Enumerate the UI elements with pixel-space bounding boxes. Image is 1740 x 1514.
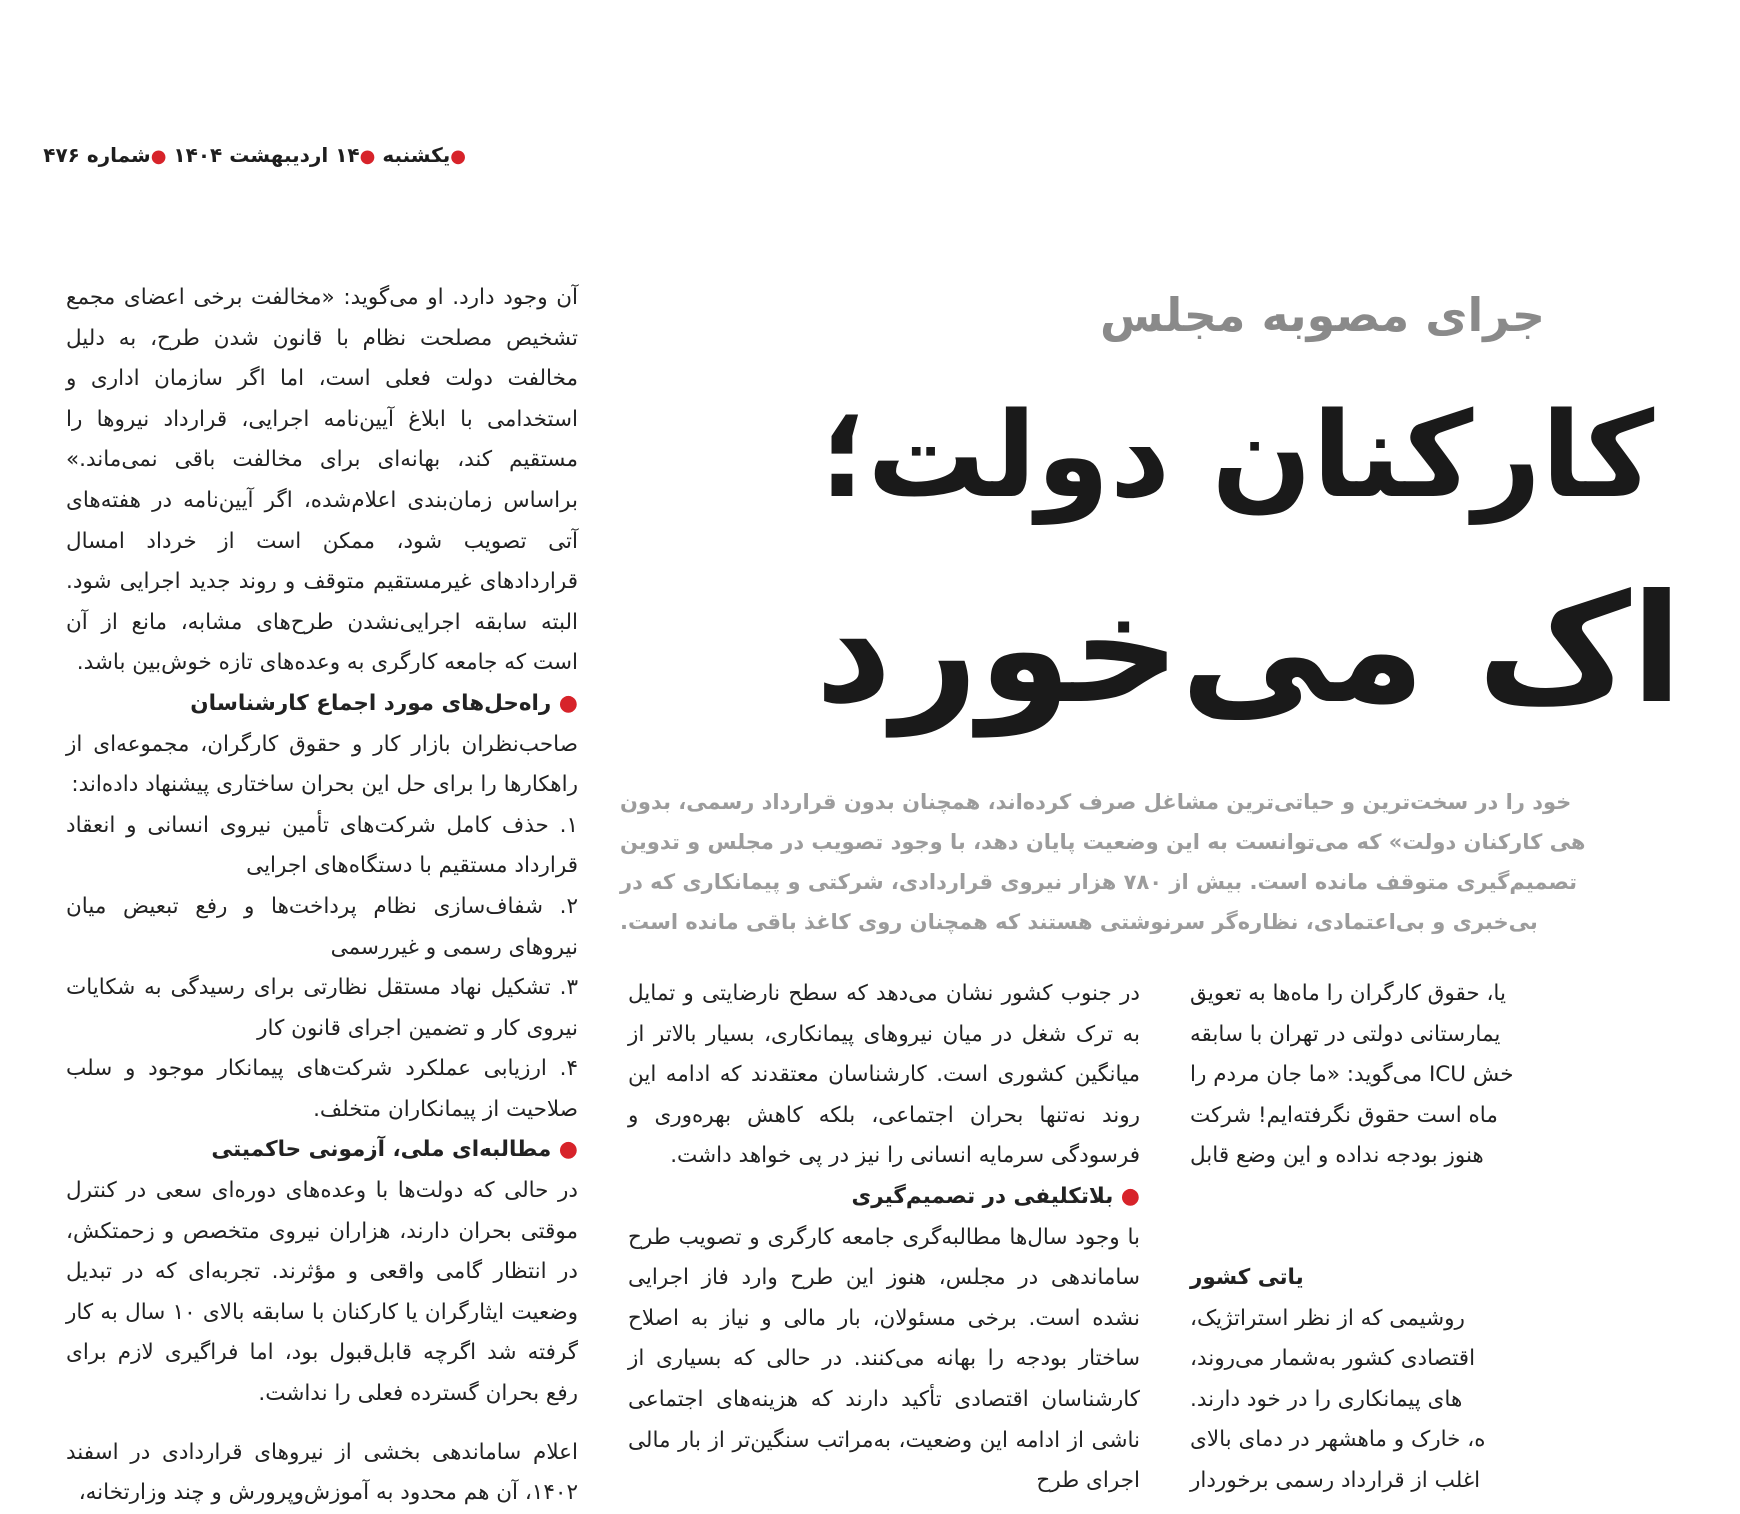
list-item: ۴. ارزیابی عملکرد شرکت‌های پیمانکار موجود و سلب صلاحیت از پیمانکاران متخلف. xyxy=(66,1056,578,1122)
body-line: روشیمی که از نظر استراتژیک، xyxy=(1190,1305,1465,1331)
headline-line-1: کارکنان دولت؛ xyxy=(820,386,1655,524)
subheading: ● بلاتکلیفی در تصمیم‌گیری xyxy=(851,1183,1140,1209)
headline-line-2: اک می‌خورد xyxy=(815,563,1683,737)
bullet-dot-icon: ● xyxy=(558,690,578,716)
article-column-right xyxy=(1190,974,1514,1493)
body-line: اغلب از قرارداد رسمی برخوردار xyxy=(1190,1467,1481,1493)
article-column-left xyxy=(66,278,578,1506)
bullet-dot-icon: ● xyxy=(150,146,167,167)
list-item: ۳. تشکیل نهاد مستقل نظارتی برای رسیدگی به شکایات نیروی کار و تضمین اجرای قانون کار xyxy=(66,975,578,1041)
body-line: خش ICU می‌گوید: «ما جان مردم را xyxy=(1190,1062,1514,1088)
body-line: ماه است حقوق نگرفته‌ایم! شرکت xyxy=(1190,1102,1498,1128)
dateline xyxy=(43,140,466,170)
body-line: یا، حقوق کارگران را ماه‌ها به تعویق xyxy=(1190,981,1506,1006)
lead-line: بی‌خبری و بی‌اعتمادی، نظاره‌گر سرنوشتی هستند که همچنان روی کاغذ باقی مانده است. xyxy=(620,910,1538,934)
article-column-middle xyxy=(628,974,1140,1494)
body-paragraph: صاحب‌نظران بازار کار و حقوق کارگران، مجموعه‌ای از راهکارها را برای حل این بحران ساختاری پیشنهاد داده‌اند: xyxy=(66,731,578,798)
body-paragraph: با وجود سال‌ها مطالبه‌گری جامعه کارگری و تصویب طرح ساماندهی در مجلس، هنوز این طرح وارد فاز اجرایی نشده است. برخی مسئولان، بار مالی و نیاز به اصلاح ساختار بودجه را بهانه می‌کنند. در حالی که بسیاری از کارشناسان اقتصادی تأکید دارند که هزینه‌های اجتماعی ناشی از ادامه این وضعیت، به‌مراتب سنگین‌تر از بار مالی اجرای طرح xyxy=(628,1224,1140,1494)
bullet-dot-icon: ● xyxy=(359,146,376,167)
bullet-dot-icon: ● xyxy=(1120,1183,1140,1209)
list-item: ۲. شفاف‌سازی نظام پرداخت‌ها و رفع تبعیض میان نیروهای رسمی و غیررسمی xyxy=(66,893,578,960)
body-line: ه، خارک و ماهشهر در دمای بالای xyxy=(1190,1427,1486,1453)
body-line: هنوز بودجه نداده و این وضع قابل xyxy=(1190,1143,1484,1169)
body-line: اقتصادی کشور به‌شمار می‌روند، xyxy=(1190,1346,1476,1372)
lead-line: هی کارکنان دولت» که می‌توانست به این وضعیت پایان دهد، با وجود تصویب در مجلس و تدوین xyxy=(620,830,1586,854)
body-paragraph: در حالی که دولت‌ها با وعده‌های دوره‌ای سعی در کنترل موقتی بحران دارند، هزاران نیروی متخصص و زحمتکش، در انتظار گامی واقعی و مؤثرند. تجربه‌ای که در تبدیل وضعیت ایثارگران یا کارکنان با سابقه بالای ۱۰ سال به کار گرفته شد اگرچه قابل‌قبول بود، اما فراگیری لازم برای رفع بحران گسترده فعلی را نداشت. xyxy=(66,1178,578,1407)
lead-paragraph xyxy=(620,782,1720,942)
lead-line: تصمیم‌گیری متوقف مانده است. بیش از ۷۸۰ هزار نیروی قراردادی، شرکتی و پیمانکاری که در xyxy=(620,870,1578,894)
list-item: ۱. حذف کامل شرکت‌های تأمین نیروی انسانی و انعقاد قرارداد مستقیم با دستگاه‌های اجرایی xyxy=(66,812,578,879)
subheading: یاتی کشور xyxy=(1190,1264,1304,1290)
body-line: یمارستانی دولتی در تهران با سابقه xyxy=(1190,1021,1501,1047)
bullet-dot-icon: ● xyxy=(558,1137,578,1163)
body-paragraph: اعلام ساماندهی بخشی از نیروهای قراردادی در اسفند ۱۴۰۲، آن هم محدود به آموزش‌وپرورش و چند وزارتخانه، xyxy=(66,1439,578,1506)
subheading: ● راه‌حل‌های مورد اجماع کارشناسان xyxy=(190,690,578,716)
lead-line: خود را در سخت‌ترین و حیاتی‌ترین مشاغل صرف کرده‌اند، همچنان بدون قرارداد رسمی، بدون xyxy=(620,790,1572,814)
body-line: های پیمانکاری را در خود دارند. xyxy=(1190,1386,1463,1412)
subheading: ● مطالبه‌ای ملی، آزمونی حاکمیتی xyxy=(211,1137,578,1163)
body-paragraph: آن وجود دارد. او می‌گوید: «مخالفت برخی اعضای مجمع تشخیص مصلحت نظام با قانون شدن طرح، به دلیل مخالفت دولت فعلی است، اما اگر سازمان اداری و استخدامی با ابلاغ آیین‌نامه اجرایی، قرارداد نیروها را مستقیم کند، بهانه‌ای برای مخالفت باقی نمی‌ماند.» براساس زمان‌بندی اعلام‌شده، اگر آیین‌نامه در هفته‌های آتی تصویب شود، ممکن است از خرداد امسال قراردادهای غیرمستقیم متوقف و روند جدید اجرایی شود. البته سابقه اجرایی‌نشدن طرح‌های مشابه، مانع از آن است که جامعه کارگری به وعده‌های تازه خوش‌بین باشد. xyxy=(66,285,578,676)
body-paragraph: در جنوب کشور نشان می‌دهد که سطح نارضایتی و تمایل به ترک شغل در میان نیروهای پیمانکاری، بسیار بالاتر از میانگین کشوری است. کارشناسان معتقدند که ادامه این روند نه‌تنها بحران اجتماعی، بلکه کاهش بهره‌وری و فرسودگی سرمایه انسانی را نیز در پی خواهد داشت. xyxy=(628,981,1140,1169)
bullet-dot-icon: ● xyxy=(450,146,466,167)
dateline-date: ۱۴ اردیبهشت ۱۴۰۴ xyxy=(173,143,360,167)
dateline-day: یکشنبه xyxy=(382,143,451,167)
dateline-issue: شماره ۴۷۶ xyxy=(43,143,151,167)
headline-kicker: جرای مصوبه مجلس xyxy=(1100,288,1545,342)
